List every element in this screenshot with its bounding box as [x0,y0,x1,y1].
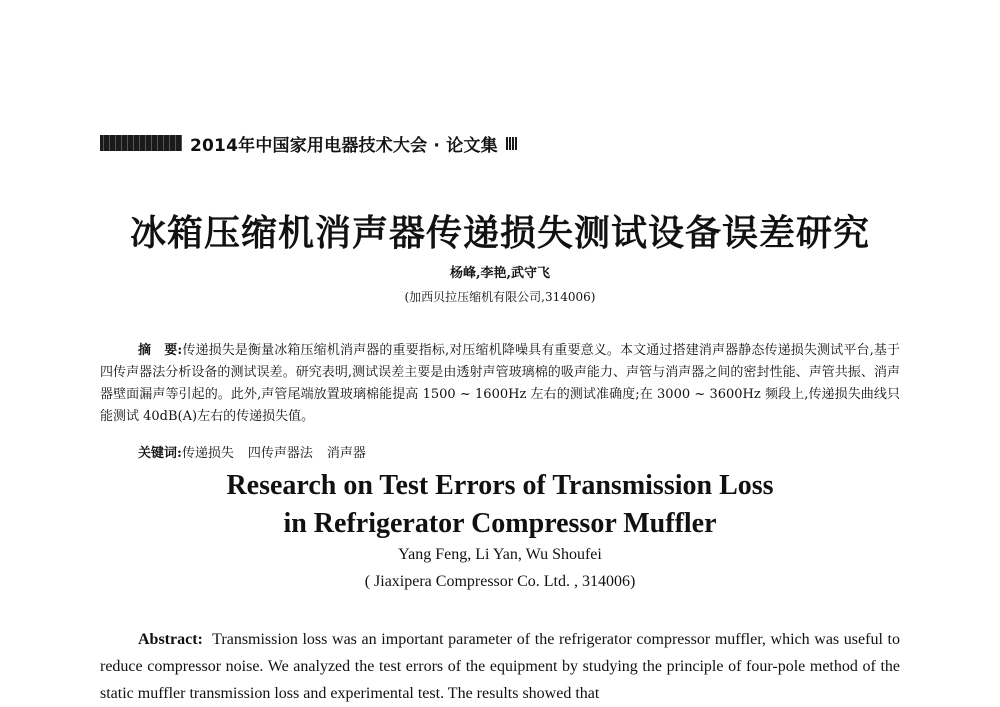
running-header-text: 2014年中国家用电器技术大会 · 论文集 [190,135,498,156]
chinese-authors: 杨峰,李艳,武守飞 [449,266,551,281]
english-abstract [100,626,900,707]
chinese-abstract [100,340,900,428]
english-affiliation: ( Jiaxipera Compressor Co. Ltd. , 314006) [364,573,636,590]
keyword: 四传声器法 [247,446,313,461]
chinese-title: 冰箱压缩机消声器传递损失测试设备误差研究 [129,212,870,254]
keyword: 传递损失 [181,446,234,461]
chinese-abstract-label: 摘 要: [138,343,183,358]
chinese-affiliation: (加西贝拉压缩机有限公司,314006) [404,290,596,304]
keyword: 消声器 [326,446,366,461]
english-title-line2: in Refrigerator Compressor Muffler [283,508,717,539]
english-authors: Yang Feng, Li Yan, Wu Shoufei [398,546,602,563]
english-abstract-text: Transmission loss was an important parameter of the refrigerator compressor muffler, which was useful to reduce compressor noise. We analyzed the test errors of the equipment by studying the principle of four-pole method of the static muffler transmission loss and experimental test. The results showed that [100,631,900,702]
running-header [100,130,518,156]
english-abstract-label: Abstract: [138,631,203,648]
chinese-keywords [138,442,380,461]
chinese-keywords-label: 关键词: [138,446,182,461]
english-title-line1: Research on Test Errors of Transmission Loss [226,470,774,501]
chinese-abstract-text: 传递损失是衡量冰箱压缩机消声器的重要指标,对压缩机降噪具有重要意义。本文通过搭建消声器静态传递损失测试平台,基于四传声器法分析设备的测试误差。研究表明,测试误差主要是由透射声管玻璃棉的吸声能力、声管与消声器之间的密封性能、声管共振、消声器壁面漏声等引起的。此外,声管尾端放置玻璃棉能提高 1500 ~ 1600Hz 左右的测试准确度;在 3000 ~ 3600Hz 频段上,传递损失曲线只能测试 40dB(A)左右的传递损失值。 [100,343,900,424]
header-decoration-mark [506,137,518,150]
header-decoration-bar [100,135,182,151]
